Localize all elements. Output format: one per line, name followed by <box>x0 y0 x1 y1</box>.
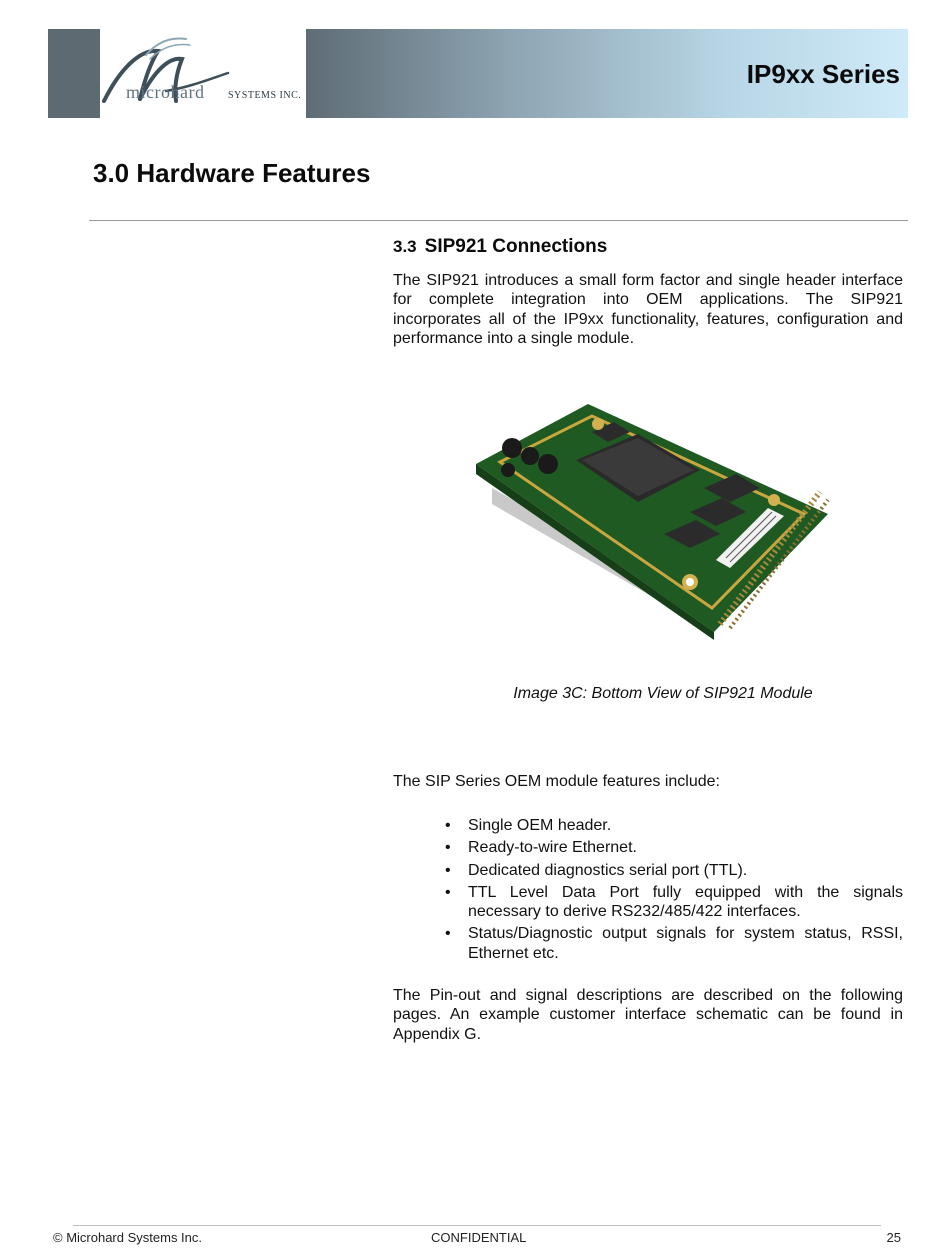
logo-subtitle: SYSTEMS INC. <box>228 90 302 101</box>
logo-swoosh-icon <box>100 29 306 118</box>
header-left-block <box>48 29 100 118</box>
features-list <box>440 816 903 966</box>
circuit-board-image <box>468 396 838 640</box>
list-item: • Dedicated diagnostics serial port (TTL). <box>445 861 748 879</box>
section-title-text: SIP921 Connections <box>424 236 608 257</box>
bullet-icon: • <box>445 883 451 901</box>
logo-wordmark: microhard <box>126 82 205 102</box>
list-item: • Ready-to-wire Ethernet. <box>445 839 637 857</box>
bullet-icon: • <box>445 839 451 857</box>
page-number: 25 <box>886 1230 901 1245</box>
company-logo <box>100 29 306 118</box>
closing-paragraph: The Pin-out and signal descriptions are described on the following pages. An example customer interface schematic can be found in Appendix G. <box>393 987 903 1043</box>
chapter-title: 3.0 Hardware Features <box>93 158 371 188</box>
list-item: • TTL Level Data Port fully equipped with the signals necessary to derive RS232/485/422 interfaces. <box>445 883 903 921</box>
section-number: 3.3 <box>393 237 417 256</box>
header-divider <box>89 220 908 221</box>
list-item: • Status/Diagnostic output signals for system status, RSSI, Ethernet etc. <box>445 925 903 962</box>
list-item: • Single OEM header. <box>445 817 612 834</box>
bullet-icon: • <box>445 925 451 943</box>
footer-copyright: © Microhard Systems Inc. <box>53 1230 203 1245</box>
footer-divider <box>73 1225 881 1226</box>
module-photo <box>468 396 838 640</box>
intro-paragraph: The SIP921 introduces a small form factor and single header interface for complete integration into OEM applications. The SIP921 incorporates all of the IP9xx functionality, features, configuration and performance into a single module. <box>393 272 903 347</box>
series-title: IP9xx Series <box>746 59 900 89</box>
figure-caption: Image 3C: Bottom View of SIP921 Module <box>513 685 813 702</box>
header-band <box>306 29 908 118</box>
footer-classification: CONFIDENTIAL <box>431 1230 527 1245</box>
features-intro: The SIP Series OEM module features include: <box>393 773 720 790</box>
bullet-icon: • <box>445 861 451 879</box>
bullet-icon: • <box>445 817 451 834</box>
section-title <box>393 236 607 258</box>
